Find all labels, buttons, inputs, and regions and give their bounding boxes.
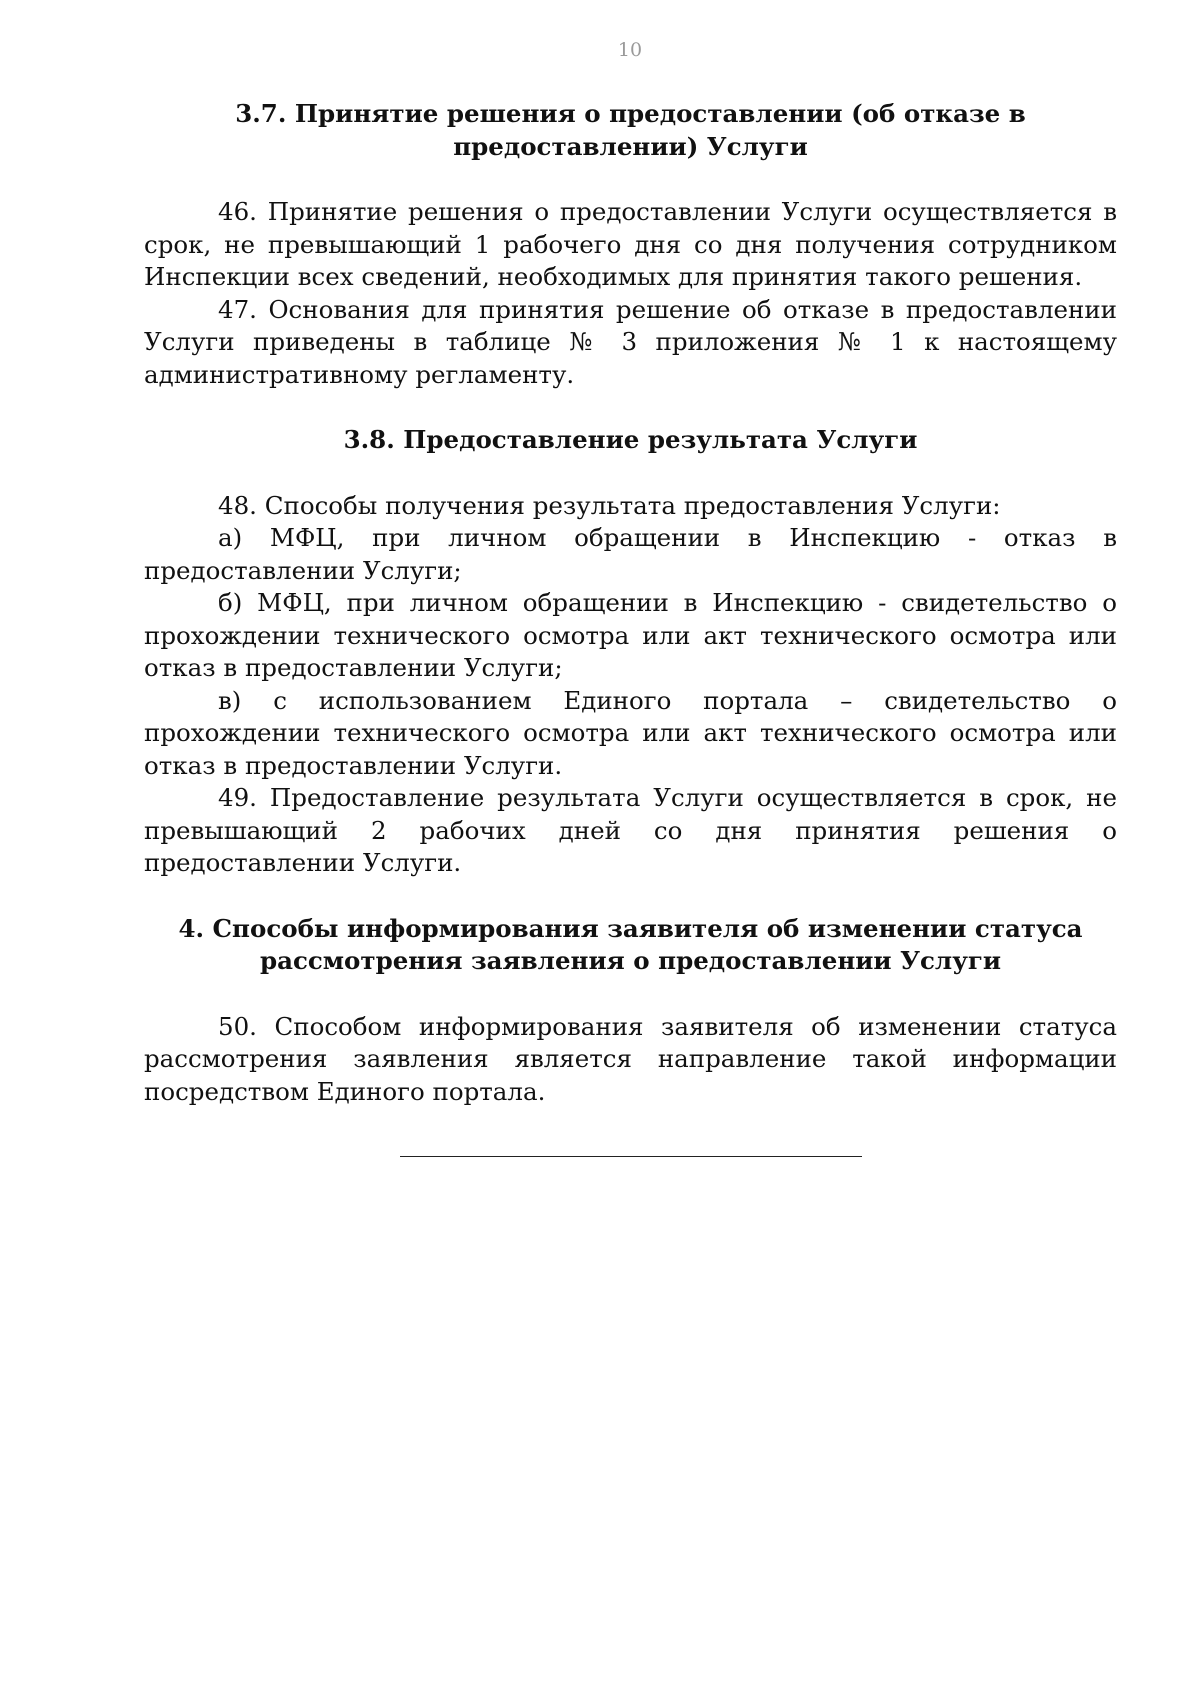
paragraph-47: 47. Основания для принятия решение об отказе в предоставлении Услуги приведены в таблице № 3 приложения № 1 к настоящему административному регламенту. (144, 294, 1117, 389)
end-separator-line (400, 1156, 862, 1157)
section-heading-4 (144, 913, 1117, 978)
paragraph-48-v: в) с использованием Единого портала – свидетельство о прохождении технического осмотра или акт технического осмотра или отказ в предоставлении Услуги. (144, 685, 1117, 780)
section-heading-3-7 (144, 98, 1117, 163)
paragraph-50: 50. Способом информирования заявителя об изменении статуса рассмотрения заявления является направление такой информации посредством Единого портала. (144, 1011, 1117, 1106)
paragraph-48-b: б) МФЦ, при личном обращении в Инспекцию - свидетельство о прохождении технического осмотра или акт технического осмотра или отказ в предоставлении Услуги; (144, 588, 1117, 682)
section-heading-line: 3.7. Принятие решения о предоставлении (об отказе в (235, 99, 1026, 128)
section-heading-3-8 (144, 424, 1117, 457)
section-heading-line: рассмотрения заявления о предоставлении Услуги (259, 946, 1002, 975)
section-heading-line: предоставлении) Услуги (453, 131, 808, 161)
section-heading-line: 3.8. Предоставление результата Услуги (343, 425, 918, 454)
paragraph-46: 46. Принятие решения о предоставлении Услуги осуществляется в срок, не превышающий 1 рабочего дня со дня получения сотрудником Инспекции всех сведений, необходимых для принятия такого решения. (144, 197, 1117, 291)
paragraph-48: 48. Способы получения результата предоставления Услуги: (218, 490, 1001, 520)
document-body (144, 98, 1117, 1108)
section-heading-line: 4. Способы информирования заявителя об изменении статуса (178, 913, 1083, 943)
paragraph-48-a: а) МФЦ, при личном обращении в Инспекцию - отказ в предоставлении Услуги; (144, 523, 1117, 585)
paragraph-49: 49. Предоставление результата Услуги осуществляется в срок, не превышающий 2 рабочих дней со дня принятия решения о предоставлении Услуги. (144, 783, 1117, 877)
page-number: 10 (617, 39, 643, 61)
